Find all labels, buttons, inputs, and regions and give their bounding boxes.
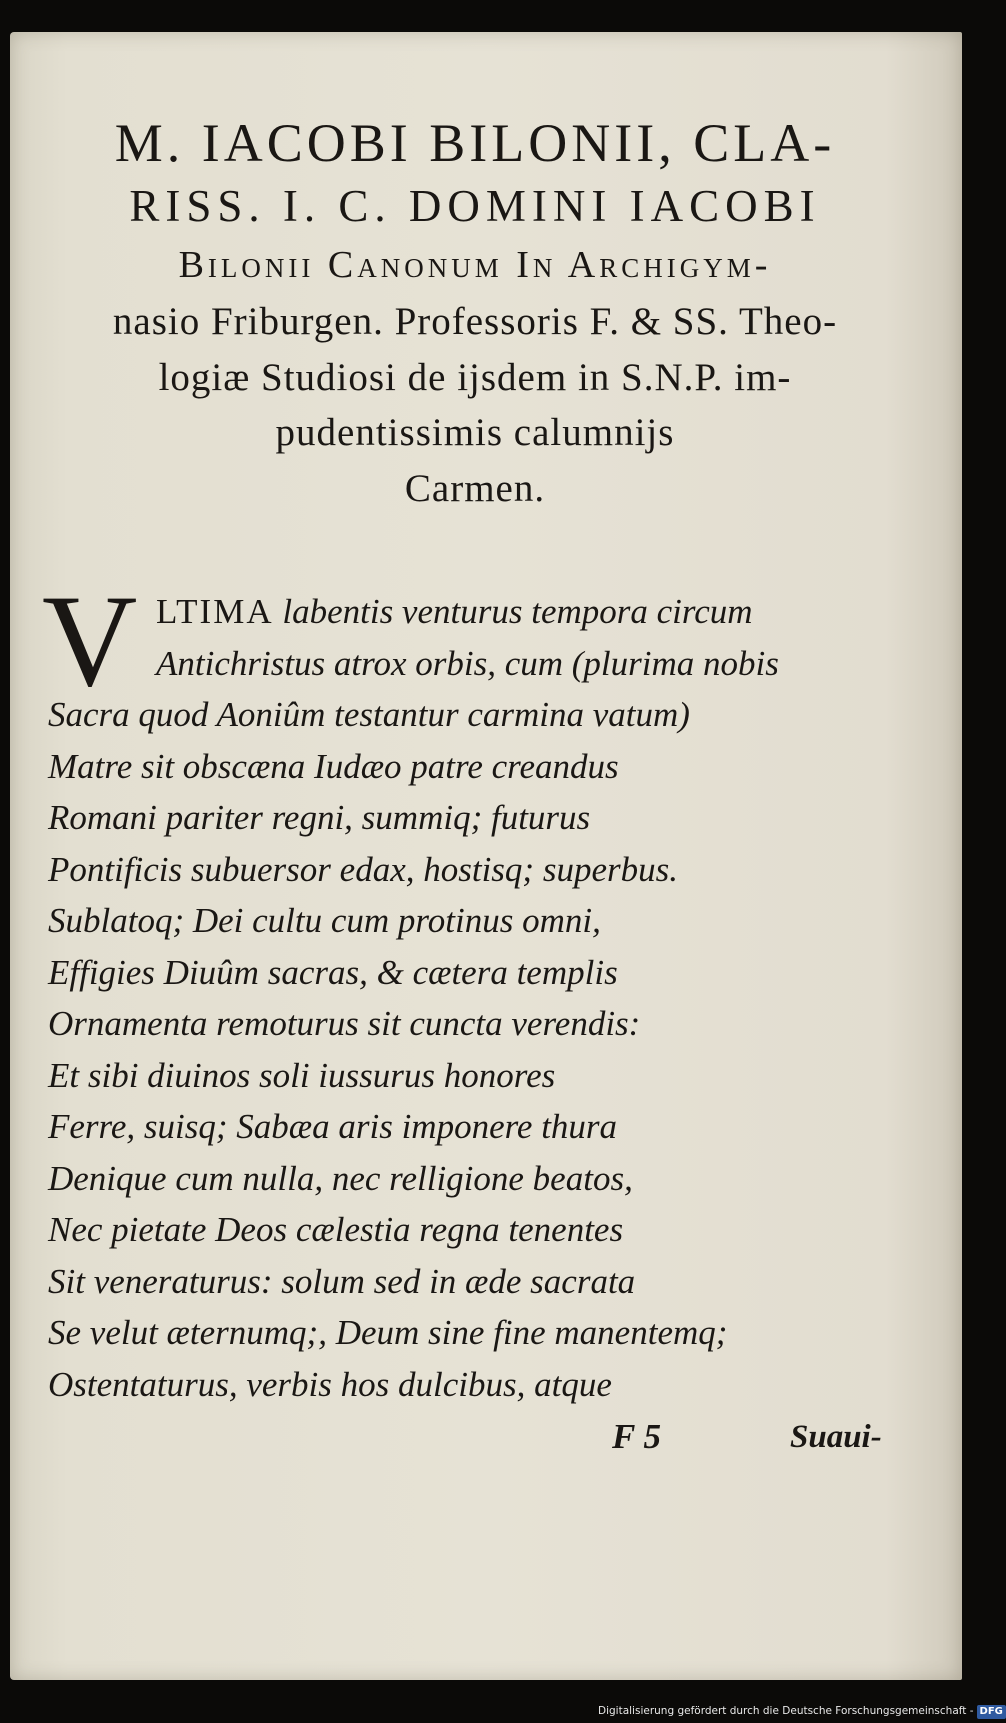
verse-line: Romani pariter regni, summiq; futurus (48, 798, 591, 837)
verse-line: Nec pietate Deos cælestia regna tenentes (48, 1210, 624, 1249)
verse-line: Pontificis subuersor edax, hostisq; superbus. (48, 849, 678, 889)
verse-line: Antichristus atrox orbis, cum (plurima nobis (156, 643, 779, 683)
title-line: pudentissimis calumnijs (275, 411, 675, 454)
digitization-credit (598, 1702, 1003, 1720)
verse-line: Et sibi diuinos soli iussurus honores (48, 1055, 556, 1095)
verse-line (48, 586, 908, 638)
verse-text: labentis venturus tempora circum (273, 592, 753, 631)
poem-body (48, 586, 908, 1410)
verse-line: Se velut æternumq;, Deum sine fine manentemq; (48, 1313, 728, 1352)
title-line: RISS. I. C. DOMINI IACOBI (129, 181, 821, 231)
verse-line: Sacra quod Aoniûm testantur carmina vatum) (48, 695, 690, 734)
catchword: Suaui- (790, 1419, 882, 1455)
verse-line: Sublatoq; Dei cultu cum protinus omni, (48, 901, 601, 940)
verse-line: Ferre, suisq; Sabæa aris imponere thura (48, 1107, 618, 1146)
verse-lead-word: LTIMA (156, 592, 274, 631)
page-title (30, 110, 920, 518)
title-line: nasio Friburgen. Professoris F. & SS. Theo- (112, 300, 838, 343)
title-line: logiæ Studiosi de ijsdem in S.N.P. im- (158, 356, 792, 399)
title-line: Bilonii Canonum In Archigym- (178, 244, 772, 286)
verse-line: Effigies Diuûm sacras, & cætera templis (48, 952, 618, 992)
verse-line: Sit veneraturus: solum sed in æde sacrata (48, 1261, 636, 1301)
credit-text: Digitalisierung gefördert durch die Deutsche Forschungsgemeinschaft - (598, 1705, 974, 1717)
title-line: Carmen. (404, 467, 546, 510)
dfg-logo: DFG (977, 1705, 1006, 1719)
title-line: M. IACOBI BILONII, CLA- (114, 113, 836, 173)
verse-line: Matre sit obscæna Iudæo patre creandus (48, 746, 619, 786)
verse-line: Denique cum nulla, nec relligione beatos, (48, 1158, 633, 1198)
signature-mark: F 5 (612, 1417, 661, 1456)
drop-capital: V (42, 567, 138, 714)
verse-line: Ornamenta remoturus sit cuncta verendis: (48, 1004, 641, 1043)
verse-line: Ostentaturus, verbis hos dulcibus, atque (48, 1364, 612, 1404)
